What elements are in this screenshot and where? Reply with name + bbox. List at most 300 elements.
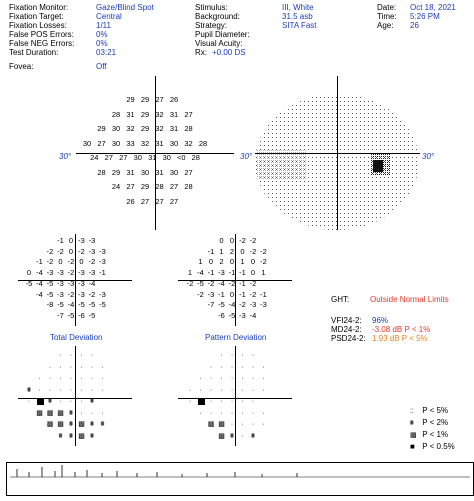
threshold-cell: 27 [97, 138, 106, 148]
pattern-deviation-cell: 0 [240, 246, 245, 256]
tdp-dot-icon: · [101, 409, 104, 417]
rx-label: Rx: [195, 48, 207, 57]
threshold-cell: 28 [111, 109, 121, 119]
threshold-cell: 28 [97, 167, 106, 177]
ght-label: GHT: [331, 295, 350, 304]
pattern-deviation-cell: -1 [260, 289, 267, 299]
tdp-pattern-light-icon: ⩩ [90, 432, 94, 440]
tdp-dot-icon: · [59, 375, 62, 382]
pattern-deviation-cell: -1 [239, 289, 246, 299]
pdp-dot-icon: · [209, 363, 213, 371]
visual-acuity-label: Visual Acuity: [195, 39, 243, 48]
date-label: Date: [377, 3, 397, 12]
pattern-deviation-cell: 0 [219, 236, 224, 245]
tdp-dot-icon: · [48, 386, 52, 394]
strategy-label: Strategy: [195, 21, 228, 30]
fixation-target-label: Fixation Target: [9, 12, 64, 21]
tdp-pattern-light-icon: ⩩ [69, 409, 73, 417]
total-deviation-cell: -2 [67, 268, 75, 278]
pattern-deviation-cell: -3 [249, 300, 257, 310]
pdp-dot-icon: · [220, 363, 223, 371]
tdp-pattern-dark-icon: ▩ [36, 409, 43, 417]
threshold-cell: 32 [155, 124, 164, 133]
total-deviation-cell: -2 [57, 246, 64, 256]
psd-label: PSD24-2: [331, 334, 366, 343]
pattern-deviation-cell: -2 [197, 289, 204, 299]
legend-pattern-dark-icon: ▩ [410, 432, 417, 439]
tdp-vertical-axis [75, 346, 76, 446]
pdp-dot-icon: · [241, 363, 244, 371]
tdp-dot-icon: · [90, 386, 94, 394]
tdp-dot-icon: · [80, 398, 83, 405]
pdp-dot-icon: · [241, 432, 244, 440]
threshold-cell: 28 [198, 138, 208, 148]
tdp-pattern-light-icon: ⩩ [48, 398, 52, 405]
md-value: -3.08 dB P < 1% [372, 325, 431, 334]
threshold-cell: 32 [184, 138, 193, 148]
fixation-monitor-value: Gaze/Blind Spot [96, 3, 154, 12]
total-deviation-cell: -3 [46, 268, 54, 278]
tdp-pattern-light-icon: ⩩ [27, 386, 31, 394]
pdp-dot-icon: · [262, 363, 265, 371]
total-deviation-cell: -3 [88, 236, 96, 245]
test-duration-value: 03:21 [96, 48, 117, 57]
total-deviation-cell: -3 [78, 278, 85, 288]
gaze-tracking-strip [6, 462, 474, 496]
pdp-pattern-light-icon: ⩩ [230, 432, 234, 440]
tdp-pattern-dark-icon: ▩ [78, 421, 85, 428]
legend-row-2: ⩩ P < 2% [410, 418, 449, 427]
threshold-axis-right-label: 30° [240, 152, 253, 161]
pdp-dot-icon: · [199, 409, 202, 417]
tdp-solid-square-icon [37, 398, 44, 405]
pattern-deviation-cell: 1 [198, 257, 203, 267]
total-deviation-cell: 0 [68, 246, 74, 256]
threshold-cell: 27 [169, 196, 179, 206]
threshold-cell: 29 [126, 95, 135, 104]
pdp-dot-icon: · [251, 386, 255, 394]
threshold-cell: 30 [111, 138, 121, 148]
total-deviation-cell: -2 [78, 246, 85, 256]
pdp-pattern-light-icon: ⩩ [251, 432, 255, 440]
tdp-dot-icon: · [80, 386, 83, 394]
tdp-pattern-dark-icon: ▩ [46, 421, 54, 428]
pattern-deviation-cell: -2 [249, 289, 257, 299]
tdp-dot-icon: · [48, 363, 52, 371]
td-horizontal-axis [18, 280, 132, 281]
tdp-dot-icon: · [101, 363, 104, 371]
pattern-deviation-cell: -1 [228, 268, 236, 278]
tdp-dot-icon: · [69, 352, 73, 359]
tdp-pattern-dark-icon: ▩ [57, 421, 64, 428]
pdp-dot-icon: · [262, 386, 265, 394]
total-deviation-cell: 0 [58, 257, 63, 267]
pattern-deviation-cell: 0 [229, 289, 235, 299]
pdp-dot-icon: · [262, 421, 265, 428]
psd-value: 1.93 dB P < 5% [372, 334, 428, 343]
pattern-deviation-cell: -3 [239, 310, 246, 320]
pdp-dot-icon: · [209, 398, 213, 405]
threshold-cell: 30 [169, 138, 179, 148]
pattern-deviation-title: Pattern Deviation [205, 333, 267, 342]
background-label: Background: [195, 12, 240, 21]
threshold-cell: 27 [126, 182, 135, 191]
tdp-dot-icon: · [59, 352, 62, 359]
grayscale-axis-right-label: 30° [422, 152, 435, 161]
total-deviation-cell: -1 [36, 257, 43, 267]
pdp-dot-icon: · [230, 421, 234, 428]
threshold-cell: 32 [140, 138, 150, 148]
pdp-dot-icon: · [220, 398, 223, 405]
pattern-deviation-cell: -3 [260, 300, 267, 310]
tdp-dot-icon: · [90, 375, 94, 382]
total-deviation-cell: -4 [67, 300, 75, 310]
total-deviation-cell: 0 [79, 257, 84, 267]
pattern-deviation-cell: -5 [218, 300, 225, 310]
fovea-label: Fovea: [9, 62, 34, 71]
pdp-dot-icon: · [262, 375, 265, 382]
total-deviation-cell: -2 [88, 289, 96, 299]
tdp-dot-icon: · [69, 375, 73, 382]
rx-value: +0.00 DS [212, 48, 246, 57]
tdp-dot-icon: · [48, 375, 52, 382]
pdp-dot-icon: · [230, 409, 234, 417]
pdp-dot-icon: · [220, 386, 223, 394]
pattern-deviation-cell: -2 [249, 278, 257, 288]
threshold-cell: <0 [176, 153, 186, 162]
pdp-horizontal-axis [178, 398, 292, 399]
threshold-axis-left-label: 30° [59, 152, 72, 161]
tdp-dot-icon: · [69, 363, 73, 371]
total-deviation-cell: -3 [57, 289, 64, 299]
threshold-cell: 28 [184, 182, 193, 191]
threshold-cell: 27 [155, 95, 164, 104]
pattern-deviation-cell: -4 [228, 300, 236, 310]
pdp-dot-icon: · [241, 352, 244, 359]
pdp-dot-icon: · [251, 421, 255, 428]
threshold-cell: 30 [169, 167, 179, 177]
pattern-deviation-cell: -2 [239, 300, 246, 310]
threshold-cell: 27 [184, 167, 193, 177]
threshold-cell: 28 [191, 153, 200, 162]
threshold-cell: 30 [111, 124, 121, 133]
total-deviation-cell: -5 [88, 310, 96, 320]
pattern-deviation-cell: -4 [218, 278, 225, 288]
pattern-deviation-cell: -4 [197, 268, 204, 278]
threshold-cell: 30 [162, 153, 171, 162]
tdp-dot-icon: · [38, 375, 41, 382]
pdp-dot-icon: · [251, 352, 255, 359]
pattern-deviation-cell: -2 [260, 257, 267, 267]
threshold-cell: 29 [140, 124, 150, 133]
pdp-dot-icon: · [251, 398, 255, 405]
tdp-pattern-light-icon: ⩩ [69, 432, 73, 440]
fixation-losses-value: 1/11 [96, 21, 111, 30]
total-deviation-cell: -3 [99, 257, 106, 267]
pdp-dot-icon: · [209, 375, 213, 382]
pdp-dot-icon: · [230, 398, 234, 405]
pattern-deviation-cell: 2 [229, 246, 235, 256]
total-deviation-cell: -3 [57, 278, 64, 288]
tdp-dot-icon: · [90, 409, 94, 417]
tdp-dot-icon: · [80, 375, 83, 382]
pdp-dot-icon: · [262, 409, 265, 417]
threshold-cell: 27 [104, 153, 113, 162]
pdp-dot-icon: · [199, 386, 202, 394]
total-deviation-cell: -5 [57, 300, 64, 310]
tdp-dot-icon: · [80, 409, 83, 417]
threshold-cell: 26 [126, 196, 135, 206]
pdp-dot-icon: · [251, 409, 255, 417]
threshold-cell: 31 [169, 109, 179, 119]
pattern-deviation-cell: -2 [249, 246, 257, 256]
tdp-pattern-dark-icon: ▩ [57, 409, 64, 417]
threshold-cell: 29 [140, 182, 150, 191]
tdp-dot-icon: · [90, 363, 94, 371]
tdp-pattern-light-icon: ⩩ [58, 432, 63, 440]
pattern-deviation-cell: 1 [219, 246, 224, 256]
tdp-dot-icon: · [80, 363, 83, 371]
total-deviation-cell: -2 [46, 257, 54, 267]
total-deviation-cell: -2 [67, 289, 75, 299]
threshold-cell: 29 [111, 167, 121, 177]
total-deviation-cell: -3 [78, 236, 85, 245]
pdp-solid-square-icon [198, 398, 205, 405]
threshold-cell: 32 [126, 124, 135, 133]
total-deviation-title: Total Deviation [50, 333, 103, 342]
total-deviation-cell: -3 [88, 246, 96, 256]
total-deviation-cell: -2 [88, 257, 96, 267]
tdp-horizontal-axis [18, 398, 132, 399]
threshold-cell: 30 [82, 138, 92, 148]
threshold-cell: 31 [126, 167, 135, 177]
fovea-value: Off [96, 62, 107, 71]
pattern-deviation-cell: -1 [207, 268, 215, 278]
tdp-dot-icon: · [59, 398, 62, 405]
pattern-deviation-cell: -2 [249, 236, 257, 245]
false-neg-label: False NEG Errors: [9, 39, 75, 48]
tdp-dot-icon: · [27, 398, 31, 405]
total-deviation-cell: -3 [99, 289, 106, 299]
pdp-dot-icon: · [251, 363, 255, 371]
threshold-cell: 27 [184, 109, 193, 119]
pdp-dot-icon: · [188, 398, 192, 405]
pattern-deviation-cell: -2 [207, 278, 215, 288]
tdp-pattern-dark-icon: ▩ [46, 409, 54, 417]
gaze-tracking-trace [7, 463, 473, 495]
tdp-dot-icon: · [80, 352, 83, 359]
pattern-deviation-cell: -4 [249, 310, 257, 320]
threshold-cell: 31 [169, 124, 179, 133]
pattern-deviation-cell: -2 [228, 278, 236, 288]
vfi-label: VFI24-2: [331, 316, 362, 325]
pattern-deviation-cell: 0 [250, 268, 256, 278]
age-value: 26 [410, 21, 419, 30]
strategy-value: SITA Fast [282, 21, 317, 30]
tdp-dot-icon: · [101, 386, 104, 394]
total-deviation-cell: -8 [46, 300, 54, 310]
pdp-dot-icon: · [241, 375, 244, 382]
legend-row-05: ■ P < 0.5% [410, 442, 455, 451]
md-label: MD24-2: [331, 325, 362, 334]
pdp-dot-icon: · [209, 386, 213, 394]
fixation-losses-label: Fixation Losses: [9, 21, 67, 30]
pdp-dot-icon: · [230, 386, 234, 394]
total-deviation-cell: -3 [67, 278, 75, 288]
pattern-deviation-cell: 0 [208, 257, 214, 267]
pattern-deviation-cell: 1 [261, 268, 266, 278]
false-pos-value: 0% [96, 30, 108, 39]
pdp-dot-icon: · [230, 352, 234, 359]
total-deviation-cell: -5 [46, 278, 54, 288]
pattern-deviation-cell: -3 [218, 268, 225, 278]
pattern-deviation-cell: -1 [239, 278, 246, 288]
total-deviation-cell: -2 [67, 257, 75, 267]
tdp-dot-icon: · [69, 386, 73, 394]
pdp-dot-icon: · [241, 398, 244, 405]
pupil-diameter-label: Pupil Diameter: [195, 30, 250, 39]
total-deviation-cell: -4 [36, 289, 43, 299]
total-deviation-cell: -1 [57, 236, 64, 245]
pattern-deviation-cell: 0 [229, 236, 235, 245]
pattern-deviation-cell: 0 [250, 257, 256, 267]
total-deviation-cell: -3 [78, 289, 85, 299]
total-deviation-cell: -3 [99, 246, 106, 256]
legend-solid-square-icon: ■ [410, 442, 415, 451]
legend-dots-icon: ⁚⁚ [410, 409, 414, 415]
total-deviation-cell: -5 [78, 300, 85, 310]
threshold-cell: 27 [155, 196, 164, 206]
pattern-deviation-cell: -3 [207, 289, 215, 299]
pattern-deviation-cell: 2 [219, 257, 224, 267]
pdp-dot-icon: · [220, 352, 223, 359]
pattern-deviation-cell: -1 [239, 268, 246, 278]
stimulus-label: Stimulus: [195, 3, 228, 12]
grayscale-horizontal-axis [255, 153, 420, 154]
total-deviation-cell: -3 [78, 268, 85, 278]
pdp-pattern-dark-icon: ▩ [218, 421, 225, 428]
tdp-dot-icon: · [38, 386, 41, 394]
pdp-dot-icon: · [220, 375, 223, 382]
tdp-dot-icon: · [69, 398, 73, 405]
background-value: 31.5 asb [282, 12, 313, 21]
threshold-cell: 31 [155, 138, 164, 148]
total-deviation-cell: -1 [99, 268, 106, 278]
pdp-pattern-dark-icon: ▩ [207, 421, 215, 428]
test-duration-label: Test Duration: [9, 48, 59, 57]
threshold-cell: 30 [133, 153, 142, 162]
legend-pattern-light-icon: ⩩ [410, 420, 414, 427]
fixation-target-value: Central [96, 12, 122, 21]
time-value: 5:26 PM [410, 12, 440, 21]
pdp-dot-icon: · [188, 386, 192, 394]
tdp-pattern-dark-icon: ▩ [78, 432, 85, 440]
pattern-deviation-cell: -2 [239, 236, 246, 245]
threshold-cell: 26 [169, 95, 179, 104]
total-deviation-cell: -4 [88, 278, 96, 288]
threshold-cell: 31 [126, 109, 135, 119]
threshold-cell: 24 [111, 182, 121, 191]
pdp-dot-icon: · [199, 375, 202, 382]
threshold-cell: 29 [140, 95, 150, 104]
time-label: Time: [377, 12, 397, 21]
threshold-cell: 29 [97, 124, 106, 133]
total-deviation-cell: -5 [67, 310, 75, 320]
pattern-deviation-cell: 1 [240, 257, 245, 267]
threshold-cell: 28 [155, 182, 164, 191]
ght-value: Outside Normal Limits [370, 295, 449, 304]
tdp-pattern-light-icon: ⩩ [90, 398, 94, 405]
legend-row-1: ▩ P < 1% [410, 430, 449, 439]
total-deviation-cell: 0 [26, 268, 32, 278]
pattern-deviation-cell: -1 [207, 246, 215, 256]
threshold-cell: 24 [90, 153, 99, 162]
pattern-deviation-cell: -7 [207, 300, 215, 310]
total-deviation-cell: -4 [36, 278, 43, 288]
pattern-deviation-cell: -2 [186, 278, 194, 288]
threshold-cell: 27 [119, 153, 128, 162]
tdp-dot-icon: · [59, 363, 62, 371]
total-deviation-cell: -3 [88, 268, 96, 278]
pattern-deviation-cell: -6 [218, 310, 225, 320]
legend-row-5: ⁚⁚ P < 5% [410, 406, 449, 415]
total-deviation-cell: -4 [36, 268, 43, 278]
tdp-pattern-light-icon: ⩩ [100, 421, 105, 428]
threshold-cell: 30 [140, 167, 150, 177]
total-deviation-cell: -3 [57, 268, 64, 278]
total-deviation-cell: -5 [46, 289, 54, 299]
pdp-dot-icon: · [251, 375, 255, 382]
age-label: Age: [377, 21, 394, 30]
pdp-dot-icon: · [209, 409, 213, 417]
threshold-cell: 31 [148, 153, 157, 162]
tdp-pattern-light-icon: ⩩ [90, 421, 94, 428]
false-pos-label: False POS Errors: [9, 30, 74, 39]
tdp-pattern-light-icon: ⩩ [69, 421, 73, 428]
vfi-value: 96% [372, 316, 389, 325]
pdp-dot-icon: · [220, 409, 223, 417]
pdp-dot-icon: · [230, 375, 234, 382]
total-deviation-cell: -7 [57, 310, 64, 320]
date-value: Oct 18, 2021 [410, 3, 456, 12]
threshold-cell: 29 [140, 109, 150, 119]
threshold-cell: 27 [140, 196, 150, 206]
total-deviation-cell: -2 [46, 246, 54, 256]
pattern-deviation-cell: -2 [260, 246, 267, 256]
total-deviation-cell: -5 [88, 300, 96, 310]
total-deviation-cell: -5 [99, 300, 106, 310]
tdp-dot-icon: · [59, 386, 62, 394]
pdp-dot-icon: · [241, 386, 244, 394]
pdp-dot-icon: · [241, 409, 244, 417]
pattern-deviation-cell: -5 [228, 310, 236, 320]
threshold-cell: 27 [169, 182, 179, 191]
threshold-cell: 33 [126, 138, 135, 148]
pdp-dot-icon: · [230, 363, 234, 371]
false-neg-value: 0% [96, 39, 108, 48]
pattern-deviation-cell: 1 [187, 268, 193, 278]
grayscale-dot-pattern [255, 92, 422, 232]
fixation-monitor-label: Fixation Monitor: [9, 3, 69, 12]
pattern-deviation-cell: 0 [229, 257, 235, 267]
tdp-dot-icon: · [101, 375, 104, 382]
pdp-pattern-dark-icon: ▩ [218, 432, 225, 440]
threshold-cell: 32 [155, 109, 164, 119]
pattern-deviation-cell: -1 [218, 289, 225, 299]
stimulus-value: III, White [282, 3, 314, 12]
threshold-cell: 28 [184, 124, 193, 133]
total-deviation-cell: 0 [68, 236, 74, 245]
